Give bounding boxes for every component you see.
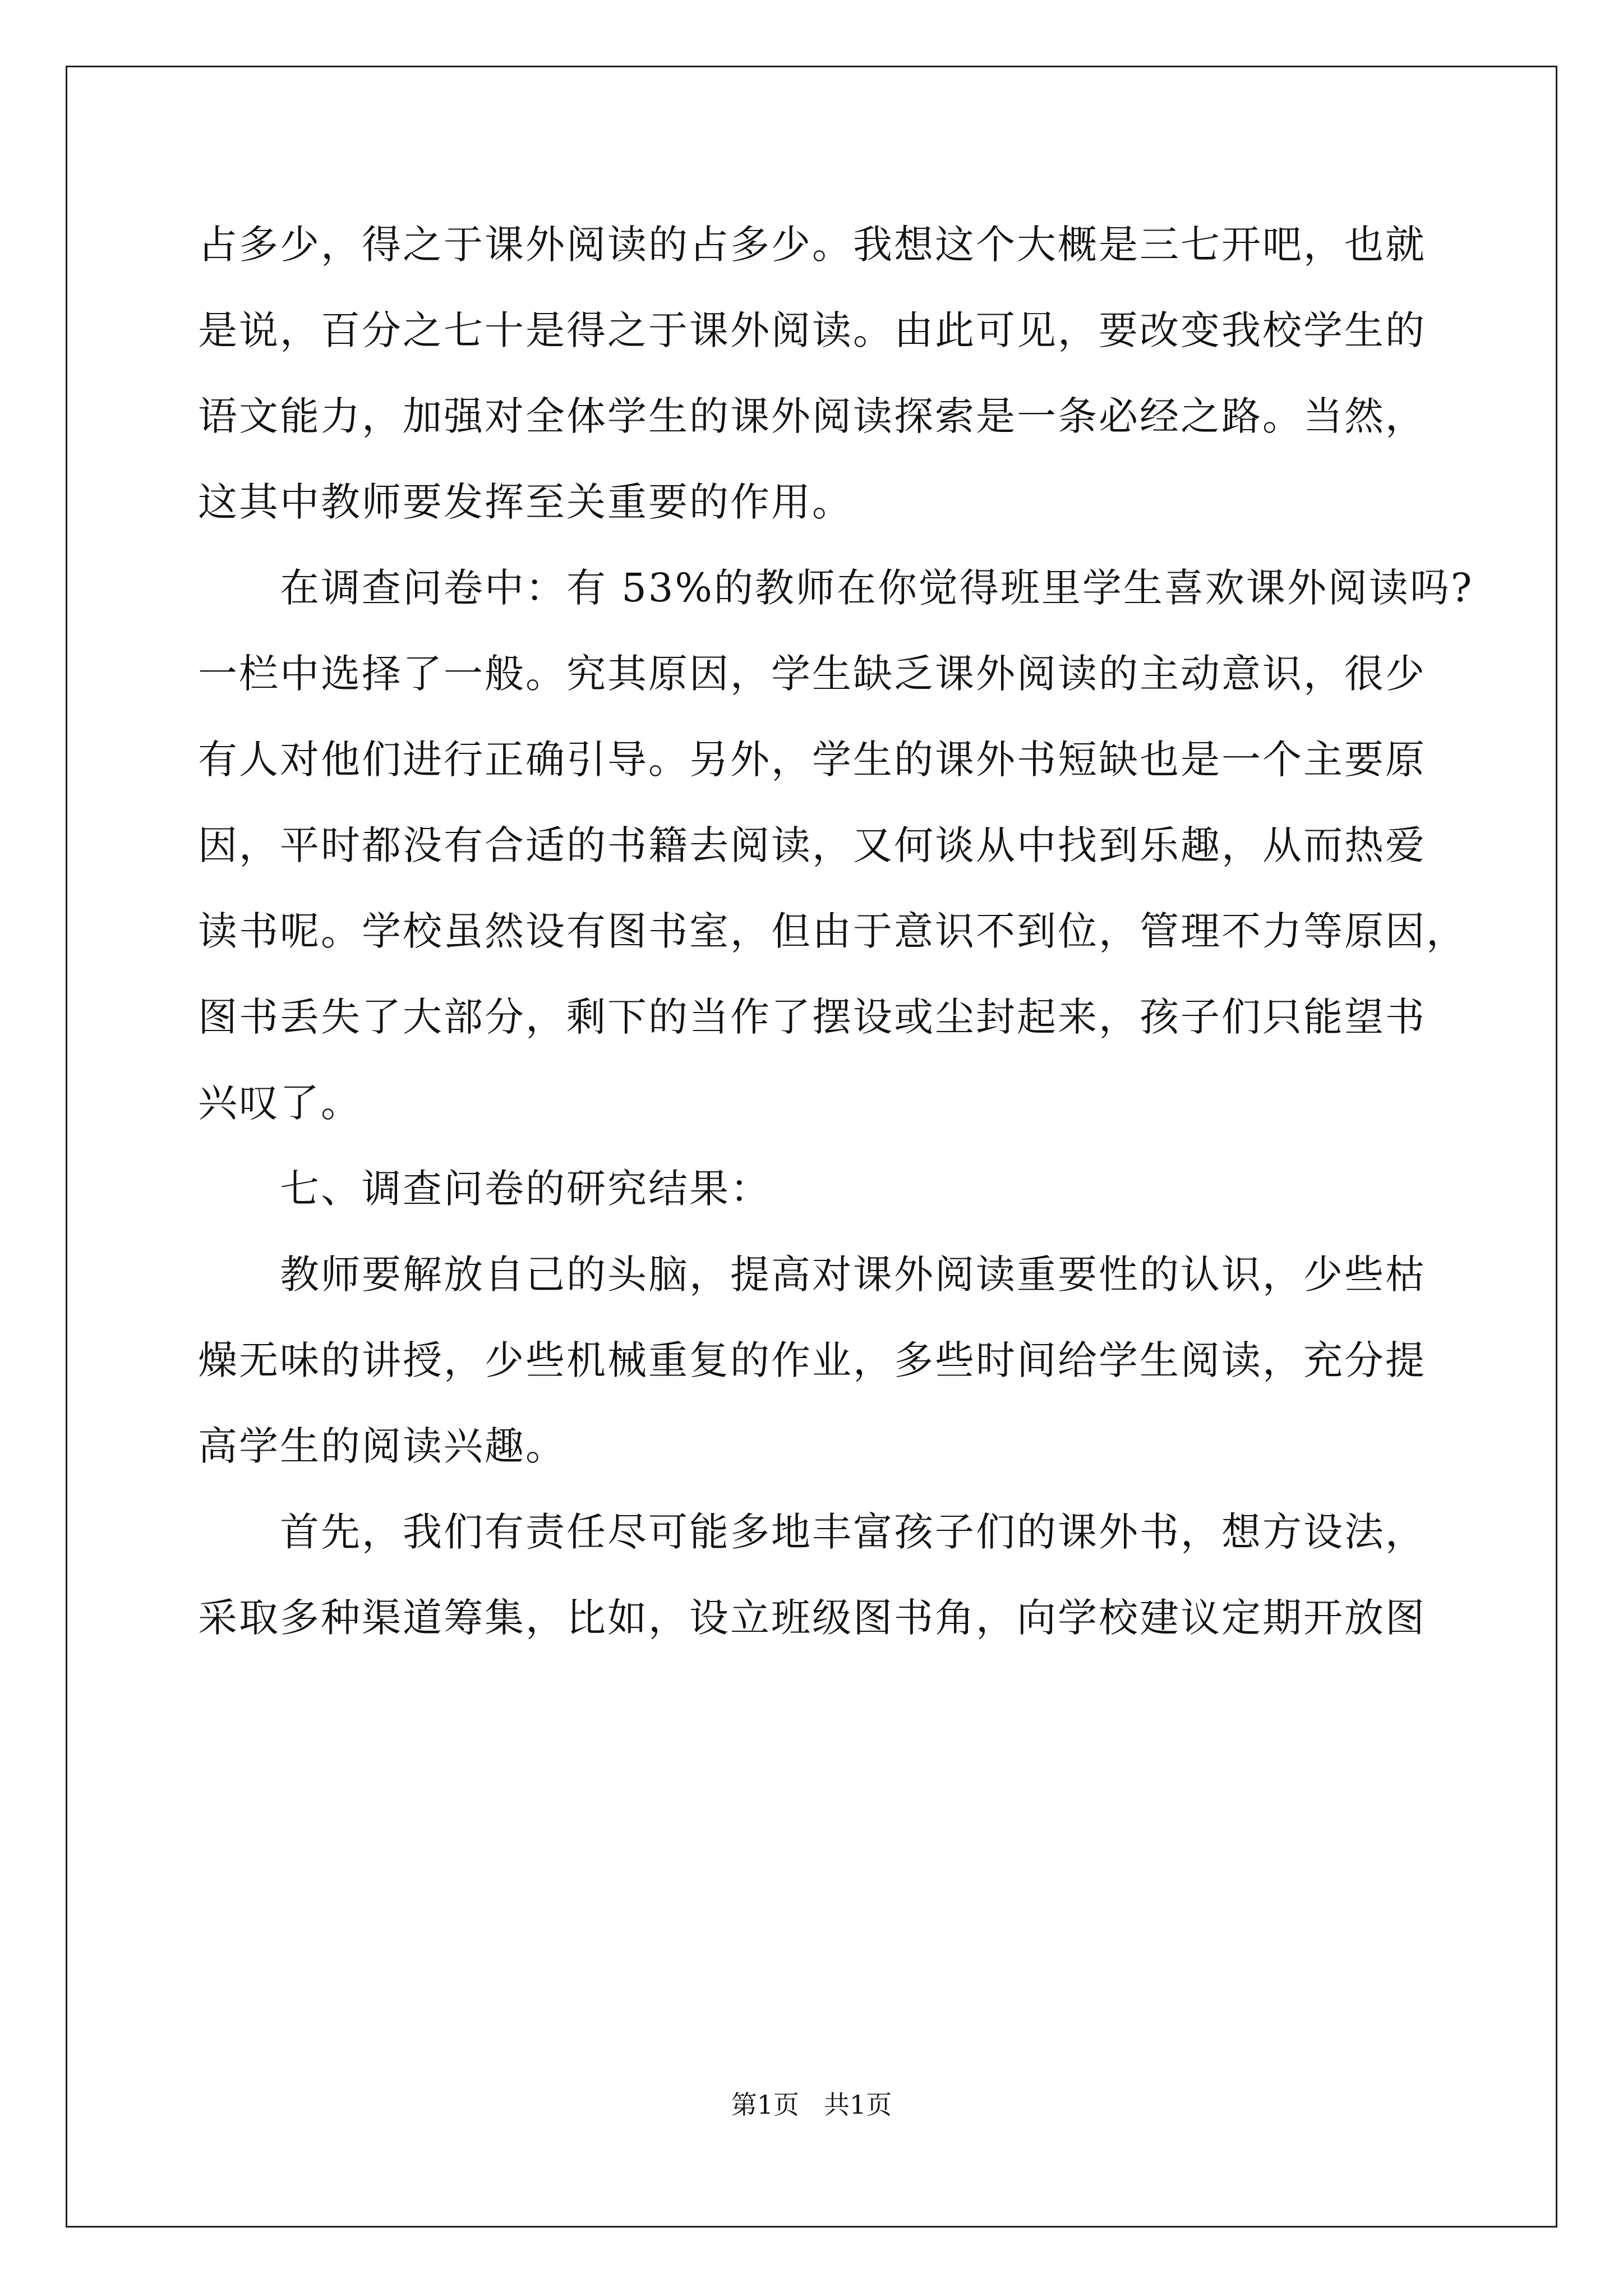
text-line: 这其中教师要发挥至关重要的作用。	[198, 479, 853, 525]
text-line: 读书呢。学校虽然设有图书室，但由于意识不到位，管理不力等原因，	[198, 908, 1467, 954]
text-line: 兴叹了。	[198, 1080, 362, 1126]
text-line: 采取多种渠道筹集，比如，设立班级图书角，向学校建议定期开放图	[198, 1595, 1426, 1641]
text-line: 燥无味的讲授，少些机械重复的作业，多些时间给学生阅读，充分提	[198, 1337, 1426, 1383]
section-heading: 七、调查问卷的研究结果：	[280, 1166, 771, 1212]
paragraph-start-line: 首先，我们有责任尽可能多地丰富孩子们的课外书，想方设法，	[280, 1509, 1426, 1555]
page-footer	[0, 2088, 1623, 2122]
paragraph-start-line: 教师要解放自己的头脑，提高对课外阅读重要性的认识，少些枯	[280, 1251, 1426, 1297]
page-number-total: 共1页	[824, 2090, 892, 2120]
text-line: 高学生的阅读兴趣。	[198, 1423, 566, 1469]
text-line: 一栏中选择了一般。究其原因，学生缺乏课外阅读的主动意识，很少	[198, 651, 1426, 697]
text-line: 因，平时都没有合适的书籍去阅读，又何谈从中找到乐趣，从而热爱	[198, 822, 1426, 868]
text-line: 有人对他们进行正确引导。另外，学生的课外书短缺也是一个主要原	[198, 737, 1426, 783]
text-line: 是说，百分之七十是得之于课外阅读。由此可见，要改变我校学生的	[198, 307, 1426, 353]
text-line: 图书丢失了大部分，剩下的当作了摆设或尘封起来，孩子们只能望书	[198, 994, 1426, 1040]
paragraph-start-line: 在调查问卷中：有 53%的教师在你觉得班里学生喜欢课外阅读吗?	[280, 565, 1474, 611]
page-number-current: 第1页	[731, 2090, 799, 2120]
page-border	[66, 66, 1557, 2228]
text-line: 语文能力，加强对全体学生的课外阅读探索是一条必经之路。当然，	[198, 393, 1426, 439]
text-line: 占多少，得之于课外阅读的占多少。我想这个大概是三七开吧，也就	[198, 222, 1426, 268]
